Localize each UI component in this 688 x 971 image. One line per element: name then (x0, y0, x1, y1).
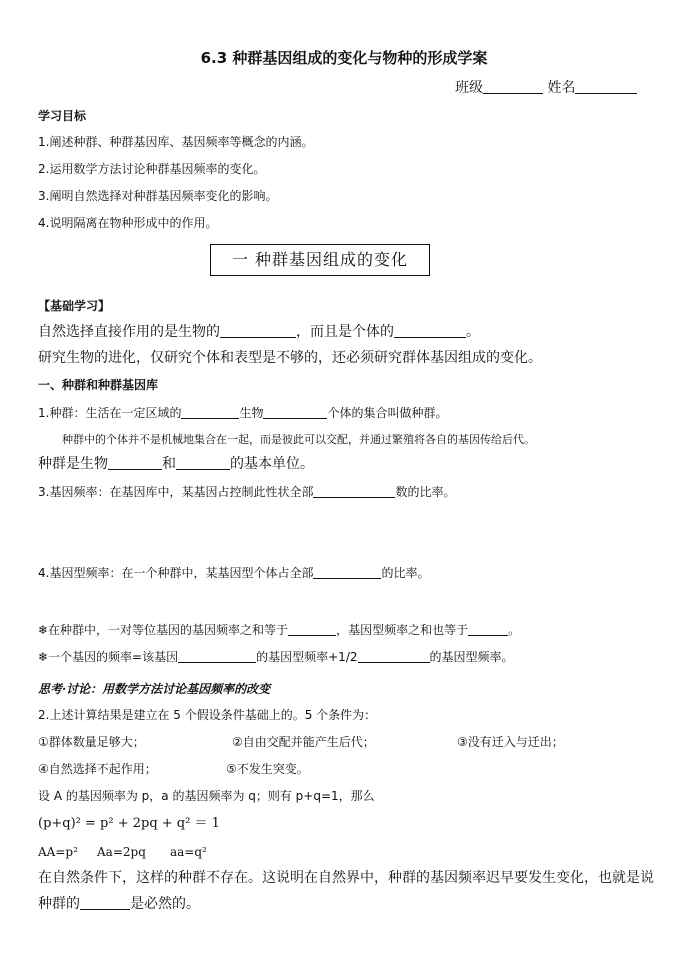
genotype-frequency-aa-recessive: aa=q² (170, 845, 207, 859)
answer-blank[interactable] (108, 455, 162, 470)
text-segment: ，基因型频率之和也等于 (336, 623, 469, 637)
text-segment: 1.种群：生活在一定区域的 (38, 406, 182, 420)
text-segment: 个体的集合叫做种群。 (327, 406, 448, 420)
population-note: 种群中的个体并不是机械地集合在一起，而是彼此可以交配，并通过繁殖将各自的基因传给后代。 (62, 433, 535, 446)
section-title-box: 一 种群基因组成的变化 (210, 244, 430, 276)
conditions-intro: 2.上述计算结果是建立在 5 个假设条件基础上的。5 个条件为： (38, 708, 377, 722)
answer-blank[interactable] (313, 564, 381, 579)
frequency-calc-note (38, 647, 514, 667)
population-definition (38, 403, 447, 423)
assumption-line: 设 A 的基因频率为 p，a 的基因频率为 q；则有 p+q=1，那么 (38, 789, 375, 803)
conclusion-line: 在自然条件下，这样的种群不存在。这说明在自然界中，种群的基因频率迟早要发生变化，也就是说 (38, 870, 654, 886)
text-segment: 的基因型频率+1/2 (256, 650, 358, 664)
text-segment: 是必然的。 (130, 896, 200, 912)
condition-item: ⑤不发生突变。 (226, 762, 309, 776)
name-label: 姓名 (547, 80, 576, 96)
name-blank[interactable] (575, 79, 637, 94)
research-line: 研究生物的进化，仅研究个体和表型是不够的，还必须研究群体基因组成的变化。 (38, 350, 542, 366)
objective-item: 4.说明隔离在物种形成中的作用。 (38, 216, 218, 230)
objectives-heading: 学习目标 (38, 109, 87, 123)
genotype-frequency-aa: AA=p² (38, 845, 78, 859)
text-segment: 数的比率。 (395, 485, 456, 499)
answer-blank[interactable] (394, 323, 466, 338)
page-title: 6.3 种群基因组成的变化与物种的形成学案 (200, 49, 488, 67)
answer-blank[interactable] (181, 404, 239, 419)
gene-frequency-definition (38, 482, 455, 502)
answer-blank[interactable] (358, 648, 430, 663)
conclusion-line-2 (38, 894, 200, 914)
condition-item: ②自由交配并能产生后代； (232, 735, 375, 749)
text-segment: 的基因型频率。 (429, 650, 514, 664)
population-unit (38, 454, 314, 474)
text-segment: 。 (508, 623, 521, 637)
answer-blank[interactable] (178, 648, 256, 663)
discussion-heading: 思考·讨论：用数学方法讨论基因频率的改变 (38, 682, 271, 696)
text-segment: ，而且是个体的 (296, 324, 394, 340)
text-segment: 4.基因型频率：在一个种群中，某基因型个体占全部 (38, 566, 314, 580)
class-blank[interactable] (483, 79, 543, 94)
objective-item: 1.阐述种群、种群基因库、基因频率等概念的内涵。 (38, 135, 314, 149)
objective-item: 2.运用数学方法讨论种群基因频率的变化。 (38, 162, 266, 176)
basic-heading: 【基础学习】 (38, 299, 111, 313)
text-segment: 种群的 (38, 896, 80, 912)
answer-blank[interactable] (176, 455, 230, 470)
text-segment: 生物 (239, 406, 264, 420)
objective-item: 3.阐明自然选择对种群基因频率变化的影响。 (38, 189, 278, 203)
answer-blank[interactable] (468, 621, 508, 636)
condition-item: ③没有迁入与迁出； (457, 735, 564, 749)
selection-line (38, 322, 480, 342)
class-label: 班级 (455, 80, 483, 96)
text-segment: 和 (162, 456, 176, 472)
text-segment: 的基本单位。 (230, 456, 314, 472)
class-name-row (455, 77, 637, 97)
text-segment: 3.基因频率：在基因库中，某基因占控制此性状全部 (38, 485, 314, 499)
subsection-heading: 一、种群和种群基因库 (38, 378, 159, 392)
text-segment: 。 (466, 324, 480, 340)
answer-blank[interactable] (220, 323, 296, 338)
frequency-sum-note (38, 620, 520, 640)
answer-blank[interactable] (80, 895, 130, 910)
genotype-frequency-definition (38, 563, 429, 583)
text-segment: 种群是生物 (38, 456, 108, 472)
answer-blank[interactable] (263, 404, 327, 419)
text-segment: 自然选择直接作用的是生物的 (38, 324, 220, 340)
condition-item: ①群体数量足够大； (38, 735, 145, 749)
answer-blank[interactable] (313, 483, 395, 498)
answer-blank[interactable] (288, 621, 336, 636)
genotype-frequency-aa-hetero: Aa=2pq (97, 845, 146, 859)
text-segment: ❄在种群中，一对等位基因的基因频率之和等于 (38, 623, 289, 637)
text-segment: 的比率。 (381, 566, 430, 580)
hardy-weinberg-formula: (p+q)² = p² + 2pq + q² ＝ 1 (38, 816, 220, 831)
condition-item: ④自然选择不起作用； (38, 762, 157, 776)
text-segment: ❄一个基因的频率=该基因 (38, 650, 179, 664)
